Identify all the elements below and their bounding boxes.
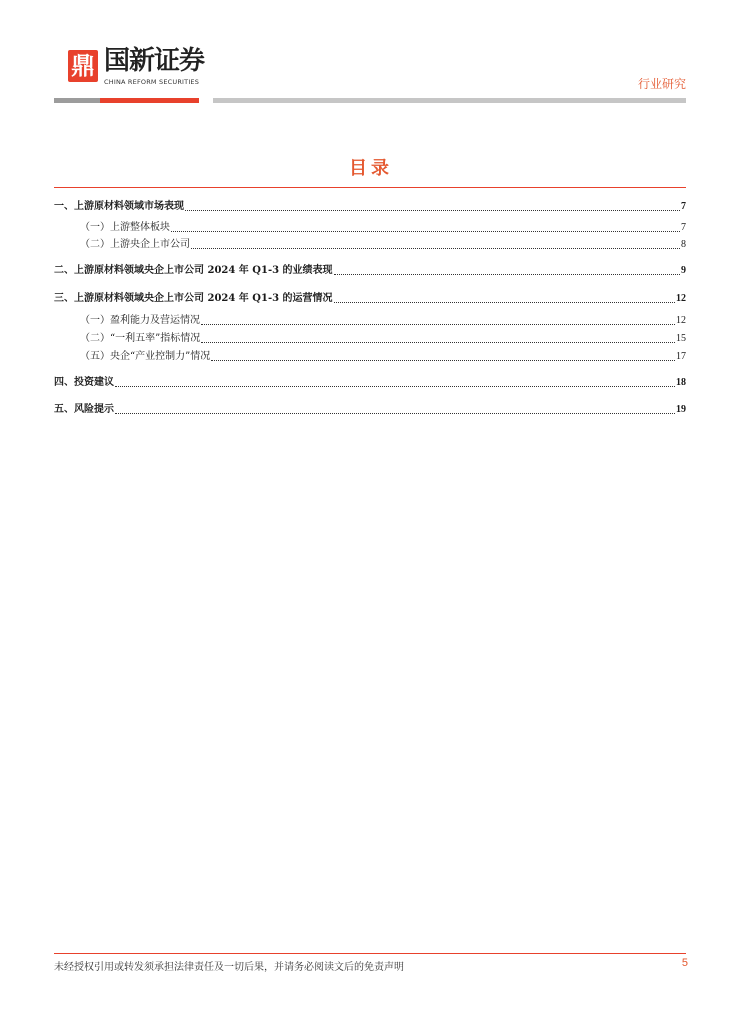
toc-leader-dots (334, 302, 675, 303)
toc-entry-section-4[interactable] (54, 376, 686, 390)
toc-entry-section-1-2[interactable] (80, 238, 686, 252)
toc-leader-dots (201, 342, 675, 343)
footer-rule (54, 953, 686, 954)
toc-leader-dots (115, 413, 675, 414)
logo-english-name: CHINA REFORM SECURITIES (104, 78, 200, 86)
toc-title: 目录 (349, 158, 393, 179)
toc-entry-page: 19 (676, 404, 686, 415)
header-divider-red (100, 98, 199, 103)
toc-leader-dots (185, 210, 680, 211)
toc-entry-page: 17 (676, 351, 686, 362)
toc-entry-text: （一）上游整体板块 (80, 222, 170, 233)
toc-entry-text: 三、上游原材料领域央企上市公司 2024 年 Q1-3 的运营情况 (54, 293, 333, 304)
toc-entry-text: （五）央企“产业控制力”情况 (80, 351, 211, 362)
toc-leader-dots (115, 386, 675, 387)
toc-entry-page: 7 (681, 222, 686, 233)
toc-entry-section-1[interactable] (54, 200, 686, 214)
toc-entry-section-5[interactable] (54, 403, 686, 417)
page-header (0, 0, 742, 110)
toc-entry-text: （一）盈利能力及营运情况 (80, 315, 200, 326)
toc-entry-section-3[interactable] (54, 292, 686, 306)
toc-entry-page: 12 (676, 315, 686, 326)
toc-entry-text: 一、上游原材料领域市场表现 (54, 201, 184, 212)
toc-entry-section-3-2[interactable] (80, 332, 686, 346)
logo-icon: 鼎 (68, 50, 98, 82)
toc-entry-text: （二）上游央企上市公司 (80, 239, 190, 250)
header-divider-gray-long (213, 98, 686, 103)
toc-entry-text: 四、投资建议 (54, 377, 114, 388)
toc-title-rule (54, 187, 686, 188)
toc-entry-page: 15 (676, 333, 686, 344)
toc-leader-dots (334, 274, 680, 275)
toc-leader-dots (171, 231, 680, 232)
document-type: 行业研究 (637, 77, 686, 91)
toc-entry-page: 8 (681, 239, 686, 250)
toc-leader-dots (201, 324, 675, 325)
header-divider-gray (54, 98, 100, 103)
page-number: 5 (681, 957, 688, 969)
toc-entry-page: 7 (681, 201, 686, 212)
toc-entry-text: 二、上游原材料领域央企上市公司 2024 年 Q1-3 的业绩表现 (54, 265, 333, 276)
toc-entry-text: 五、风险提示 (54, 404, 114, 415)
toc-entry-section-1-1[interactable] (80, 221, 686, 235)
toc-leader-dots (211, 360, 675, 361)
toc-entry-section-3-5[interactable] (80, 350, 686, 364)
toc-entry-section-3-1[interactable] (80, 314, 686, 328)
toc-entry-text: （二）“一利五率”指标情况 (80, 333, 201, 344)
logo-name: 国新证券 (104, 46, 205, 76)
toc-entry-page: 9 (681, 265, 686, 276)
footer-disclaimer: 未经授权引用或转发须承担法律责任及一切后果，并请务必阅读文后的免责声明 (54, 962, 404, 973)
toc-leader-dots (191, 248, 680, 249)
toc-entry-page: 12 (676, 293, 686, 304)
toc-entry-page: 18 (676, 377, 686, 388)
toc-entry-section-2[interactable] (54, 264, 686, 278)
